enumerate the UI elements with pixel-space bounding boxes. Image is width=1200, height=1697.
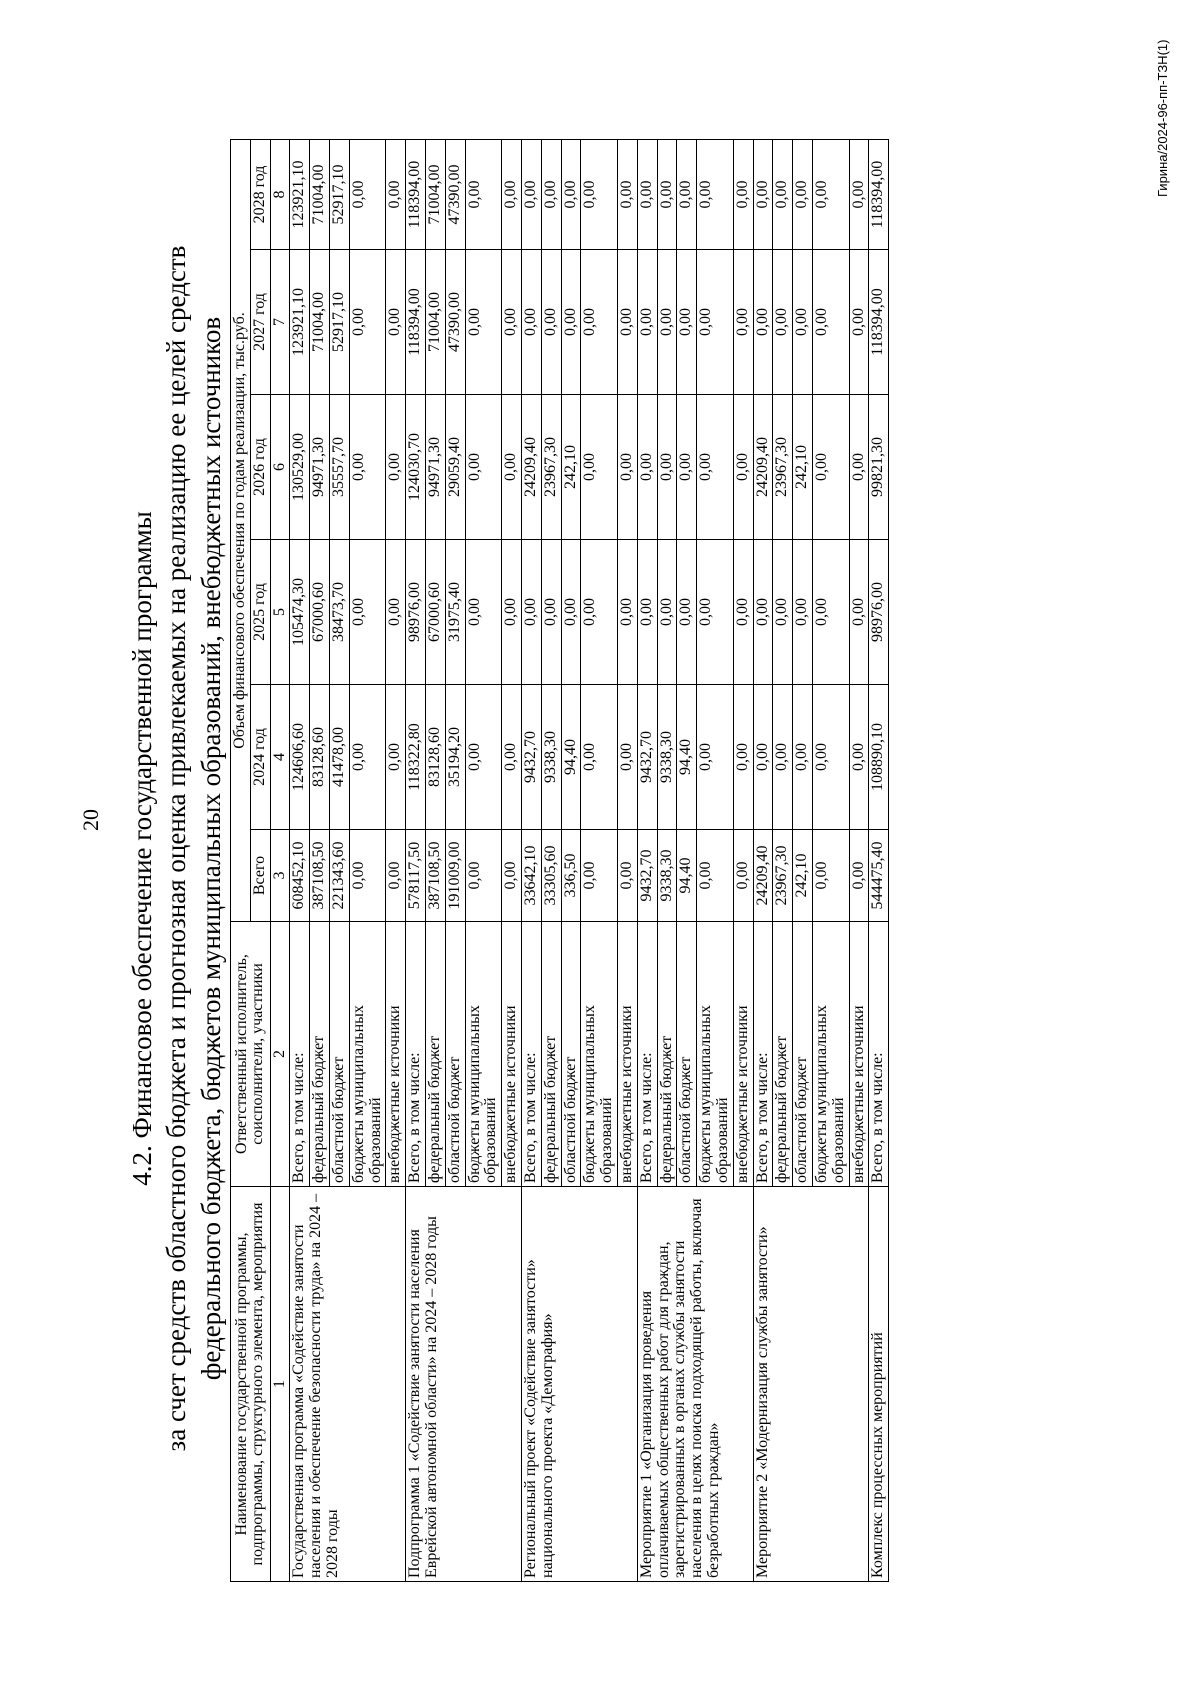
header-year-2026: 2026 год xyxy=(250,395,270,540)
funding-value-cell: 0,00 xyxy=(349,540,386,685)
funding-value-cell: 0,00 xyxy=(812,540,849,685)
funding-source-label: областной бюджет xyxy=(329,922,349,1187)
funding-value-cell: 118394,00 xyxy=(869,140,889,250)
funding-value-cell: 94971,30 xyxy=(310,395,330,540)
funding-value-cell: 47390,00 xyxy=(445,140,465,250)
funding-value-cell: 387108,50 xyxy=(310,830,330,922)
funding-value-cell: 0,00 xyxy=(753,685,773,830)
funding-source-label: Всего, в том числе: xyxy=(290,922,310,1187)
column-index: 5 xyxy=(270,540,290,685)
funding-value-cell: 0,00 xyxy=(677,540,697,685)
column-index: 1 xyxy=(270,1187,290,1582)
funding-source-label: Всего, в том числе: xyxy=(521,922,541,1187)
page-number: 20 xyxy=(78,809,103,831)
funding-value-cell: 0,00 xyxy=(637,140,657,250)
table-row xyxy=(869,140,889,1582)
funding-value-cell: 0,00 xyxy=(521,250,541,395)
column-index: 4 xyxy=(270,685,290,830)
table-row xyxy=(753,140,773,1582)
funding-value-cell: 118394,00 xyxy=(869,250,889,395)
table-row xyxy=(406,140,426,1582)
funding-value-cell: 123921,10 xyxy=(290,250,310,395)
table-body xyxy=(270,140,889,1582)
funding-value-cell: 0,00 xyxy=(657,140,677,250)
funding-value-cell: 24209,40 xyxy=(753,830,773,922)
funding-value-cell: 0,00 xyxy=(849,540,869,685)
funding-source-label: внебюджетные источники xyxy=(386,922,406,1187)
funding-value-cell: 0,00 xyxy=(812,395,849,540)
funding-source-label: федеральный бюджет xyxy=(541,922,561,1187)
funding-value-cell: 0,00 xyxy=(617,685,637,830)
funding-value-cell: 0,00 xyxy=(773,140,793,250)
funding-value-cell: 71004,00 xyxy=(425,140,445,250)
funding-value-cell: 0,00 xyxy=(657,540,677,685)
program-element-name: Государственная программа «Содействие занятости населения и обеспечение безопасности труда» на 2024 – 2028 годы xyxy=(290,1187,406,1582)
funding-value-cell: 0,00 xyxy=(637,250,657,395)
funding-value-cell: 118322,80 xyxy=(406,685,426,830)
funding-value-cell: 0,00 xyxy=(773,250,793,395)
funding-value-cell: 0,00 xyxy=(386,540,406,685)
funding-value-cell: 24209,40 xyxy=(753,395,773,540)
funding-value-cell: 0,00 xyxy=(581,685,618,830)
funding-value-cell: 0,00 xyxy=(733,395,753,540)
section-subtitle-line-2: федерального бюджета, бюджетов муниципальных образований, внебюджетных источников xyxy=(196,316,226,1381)
table-row xyxy=(637,140,657,1582)
table-row xyxy=(521,140,541,1582)
funding-value-cell: 0,00 xyxy=(733,540,753,685)
funding-value-cell: 0,00 xyxy=(733,140,753,250)
funding-source-label: федеральный бюджет xyxy=(657,922,677,1187)
funding-value-cell: 0,00 xyxy=(849,395,869,540)
funding-value-cell: 23967,30 xyxy=(773,830,793,922)
funding-value-cell: 9432,70 xyxy=(637,830,657,922)
funding-value-cell: 33305,60 xyxy=(541,830,561,922)
funding-value-cell: 0,00 xyxy=(753,540,773,685)
header-year-2027: 2027 год xyxy=(250,250,270,395)
program-element-name: Мероприятие 1 «Организация проведения оплачиваемых общественных работ для граждан, зарегистрированных в органах службы занятости населения в целях поиска подходящей работы, включая безработных граждан» xyxy=(637,1187,753,1582)
funding-value-cell: 0,00 xyxy=(697,250,734,395)
funding-value-cell: 123921,10 xyxy=(290,140,310,250)
funding-value-cell: 83128,60 xyxy=(310,685,330,830)
funding-source-label: Всего, в том числе: xyxy=(869,922,889,1187)
funding-source-label: бюджеты муниципальных образований xyxy=(697,922,734,1187)
funding-value-cell: 0,00 xyxy=(793,250,813,395)
funding-value-cell: 31975,40 xyxy=(445,540,465,685)
funding-value-cell: 0,00 xyxy=(386,250,406,395)
funding-value-cell: 9338,30 xyxy=(541,685,561,830)
column-index-row xyxy=(270,140,290,1582)
funding-value-cell: 0,00 xyxy=(386,830,406,922)
funding-value-cell: 0,00 xyxy=(697,540,734,685)
funding-value-cell: 108890,10 xyxy=(869,685,889,830)
funding-value-cell: 0,00 xyxy=(541,250,561,395)
funding-source-label: бюджеты муниципальных образований xyxy=(349,922,386,1187)
funding-value-cell: 0,00 xyxy=(812,140,849,250)
funding-value-cell: 544475,40 xyxy=(869,830,889,922)
funding-value-cell: 94,40 xyxy=(677,830,697,922)
funding-value-cell: 0,00 xyxy=(561,540,581,685)
funding-value-cell: 0,00 xyxy=(465,395,502,540)
funding-value-cell: 71004,00 xyxy=(310,250,330,395)
funding-value-cell: 0,00 xyxy=(637,395,657,540)
funding-value-cell: 0,00 xyxy=(697,685,734,830)
funding-value-cell: 0,00 xyxy=(657,250,677,395)
funding-value-cell: 0,00 xyxy=(561,250,581,395)
funding-value-cell: 52917,10 xyxy=(329,250,349,395)
funding-value-cell: 0,00 xyxy=(502,140,522,250)
funding-value-cell: 0,00 xyxy=(733,250,753,395)
funding-source-label: Всего, в том числе: xyxy=(637,922,657,1187)
funding-value-cell: 0,00 xyxy=(677,395,697,540)
funding-value-cell: 124030,70 xyxy=(406,395,426,540)
funding-value-cell: 0,00 xyxy=(502,540,522,685)
program-element-name: Подпрограмма 1 «Содействие занятости населения Еврейской автономной области» на 2024 – 2028 годы xyxy=(406,1187,522,1582)
funding-value-cell: 23967,30 xyxy=(541,395,561,540)
funding-value-cell: 0,00 xyxy=(581,395,618,540)
funding-source-label: внебюджетные источники xyxy=(733,922,753,1187)
funding-value-cell: 118394,00 xyxy=(406,250,426,395)
funding-value-cell: 0,00 xyxy=(812,685,849,830)
program-element-name: Комплекс процессных мероприятий xyxy=(869,1187,889,1582)
funding-value-cell: 0,00 xyxy=(733,685,753,830)
funding-value-cell: 242,10 xyxy=(793,830,813,922)
funding-source-label: областной бюджет xyxy=(793,922,813,1187)
column-index: 7 xyxy=(270,250,290,395)
funding-value-cell: 221343,60 xyxy=(329,830,349,922)
funding-value-cell: 9338,30 xyxy=(657,685,677,830)
funding-value-cell: 0,00 xyxy=(581,830,618,922)
table-row xyxy=(290,140,310,1582)
funding-value-cell: 0,00 xyxy=(849,830,869,922)
funding-value-cell: 67000,60 xyxy=(310,540,330,685)
funding-source-label: федеральный бюджет xyxy=(310,922,330,1187)
funding-source-label: внебюджетные источники xyxy=(617,922,637,1187)
funding-value-cell: 35557,70 xyxy=(329,395,349,540)
funding-value-cell: 0,00 xyxy=(849,140,869,250)
funding-value-cell: 0,00 xyxy=(697,830,734,922)
funding-value-cell: 0,00 xyxy=(502,395,522,540)
funding-value-cell: 578117,50 xyxy=(406,830,426,922)
funding-value-cell: 98976,00 xyxy=(869,540,889,685)
funding-value-cell: 0,00 xyxy=(502,685,522,830)
funding-value-cell: 336,50 xyxy=(561,830,581,922)
funding-value-cell: 52917,10 xyxy=(329,140,349,250)
funding-value-cell: 71004,00 xyxy=(425,250,445,395)
funding-value-cell: 0,00 xyxy=(386,140,406,250)
funding-value-cell: 0,00 xyxy=(849,685,869,830)
funding-value-cell: 0,00 xyxy=(581,540,618,685)
funding-source-label: областной бюджет xyxy=(677,922,697,1187)
funding-value-cell: 0,00 xyxy=(617,395,637,540)
funding-value-cell: 608452,10 xyxy=(290,830,310,922)
funding-value-cell: 0,00 xyxy=(386,395,406,540)
funding-value-cell: 23967,30 xyxy=(773,395,793,540)
funding-value-cell: 0,00 xyxy=(849,250,869,395)
funding-value-cell: 0,00 xyxy=(697,395,734,540)
funding-value-cell: 0,00 xyxy=(465,830,502,922)
column-index: 6 xyxy=(270,395,290,540)
funding-value-cell: 9432,70 xyxy=(521,685,541,830)
column-index: 2 xyxy=(270,922,290,1187)
funding-value-cell: 29059,40 xyxy=(445,395,465,540)
funding-value-cell: 0,00 xyxy=(502,250,522,395)
header-year-2028: 2028 год xyxy=(250,140,270,250)
funding-value-cell: 0,00 xyxy=(521,140,541,250)
funding-value-cell: 118394,00 xyxy=(406,140,426,250)
header-total: Всего xyxy=(250,830,270,922)
funding-value-cell: 0,00 xyxy=(657,395,677,540)
funding-value-cell: 0,00 xyxy=(541,140,561,250)
funding-value-cell: 0,00 xyxy=(617,540,637,685)
funding-value-cell: 94,40 xyxy=(561,685,581,830)
funding-value-cell: 9432,70 xyxy=(637,685,657,830)
funding-value-cell: 47390,00 xyxy=(445,250,465,395)
funding-value-cell: 0,00 xyxy=(541,540,561,685)
funding-value-cell: 0,00 xyxy=(793,540,813,685)
funding-source-label: внебюджетные источники xyxy=(502,922,522,1187)
funding-value-cell: 0,00 xyxy=(465,140,502,250)
funding-value-cell: 94,40 xyxy=(677,685,697,830)
funding-value-cell: 130529,00 xyxy=(290,395,310,540)
funding-value-cell: 0,00 xyxy=(617,140,637,250)
funding-value-cell: 0,00 xyxy=(812,250,849,395)
funding-source-label: федеральный бюджет xyxy=(425,922,445,1187)
funding-value-cell: 0,00 xyxy=(386,685,406,830)
funding-value-cell: 0,00 xyxy=(812,830,849,922)
funding-value-cell: 191009,00 xyxy=(445,830,465,922)
section-subtitle-line-1: за счет средств областного бюджета и прогнозная оценка привлекаемых на реализацию ее целей средств xyxy=(161,245,191,1452)
funding-value-cell: 105474,30 xyxy=(290,540,310,685)
funding-value-cell: 35194,20 xyxy=(445,685,465,830)
funding-source-label: внебюджетные источники xyxy=(849,922,869,1187)
funding-value-cell: 83128,60 xyxy=(425,685,445,830)
table-header-row xyxy=(231,140,251,1582)
funding-value-cell: 0,00 xyxy=(617,250,637,395)
funding-value-cell: 0,00 xyxy=(677,250,697,395)
funding-source-label: бюджеты муниципальных образований xyxy=(465,922,502,1187)
funding-value-cell: 124606,60 xyxy=(290,685,310,830)
funding-value-cell: 0,00 xyxy=(349,395,386,540)
funding-source-label: бюджеты муниципальных образований xyxy=(581,922,618,1187)
funding-source-label: Всего, в том числе: xyxy=(406,922,426,1187)
funding-value-cell: 0,00 xyxy=(677,140,697,250)
header-year-2025: 2025 год xyxy=(250,540,270,685)
funding-value-cell: 0,00 xyxy=(502,830,522,922)
funding-value-cell: 0,00 xyxy=(465,685,502,830)
funding-value-cell: 0,00 xyxy=(521,540,541,685)
header-program-name: Наименование государственной программы, подпрограммы, структурного элемента, мероприятия xyxy=(231,1187,271,1582)
program-element-name: Мероприятие 2 «Модернизация службы занятости» xyxy=(753,1187,869,1582)
header-funding-volume: Объем финансового обеспечения по годам реализации, тыс.руб. xyxy=(231,140,251,922)
funding-value-cell: 99821,30 xyxy=(869,395,889,540)
funding-value-cell: 0,00 xyxy=(753,140,773,250)
funding-value-cell: 0,00 xyxy=(617,830,637,922)
funding-value-cell: 0,00 xyxy=(465,540,502,685)
funding-value-cell: 98976,00 xyxy=(406,540,426,685)
funding-value-cell: 0,00 xyxy=(753,250,773,395)
funding-value-cell: 38473,70 xyxy=(329,540,349,685)
funding-value-cell: 0,00 xyxy=(349,685,386,830)
funding-value-cell: 0,00 xyxy=(793,685,813,830)
funding-value-cell: 0,00 xyxy=(465,250,502,395)
funding-value-cell: 0,00 xyxy=(581,250,618,395)
funding-source-label: Всего, в том числе: xyxy=(753,922,773,1187)
funding-value-cell: 387108,50 xyxy=(425,830,445,922)
funding-value-cell: 0,00 xyxy=(349,830,386,922)
financing-table xyxy=(230,139,889,1582)
funding-value-cell: 94971,30 xyxy=(425,395,445,540)
column-index: 8 xyxy=(270,140,290,250)
funding-value-cell: 24209,40 xyxy=(521,395,541,540)
funding-value-cell: 41478,00 xyxy=(329,685,349,830)
funding-value-cell: 242,10 xyxy=(561,395,581,540)
funding-value-cell: 0,00 xyxy=(773,540,793,685)
funding-value-cell: 0,00 xyxy=(561,140,581,250)
funding-source-label: областной бюджет xyxy=(561,922,581,1187)
funding-value-cell: 0,00 xyxy=(793,140,813,250)
funding-value-cell: 0,00 xyxy=(581,140,618,250)
header-year-2024: 2024 год xyxy=(250,685,270,830)
funding-value-cell: 33642,10 xyxy=(521,830,541,922)
funding-value-cell: 0,00 xyxy=(697,140,734,250)
funding-value-cell: 0,00 xyxy=(349,250,386,395)
funding-value-cell: 242,10 xyxy=(793,395,813,540)
section-title: 4.2. Финансовое обеспечение государственной программы xyxy=(127,511,157,1186)
funding-value-cell: 67000,60 xyxy=(425,540,445,685)
funding-value-cell: 9338,30 xyxy=(657,830,677,922)
funding-value-cell: 0,00 xyxy=(637,540,657,685)
program-element-name: Региональный проект «Содействие занятости» национального проекта «Демография» xyxy=(521,1187,637,1582)
funding-source-label: бюджеты муниципальных образований xyxy=(812,922,849,1187)
funding-source-label: федеральный бюджет xyxy=(773,922,793,1187)
funding-source-label: областной бюджет xyxy=(445,922,465,1187)
funding-value-cell: 0,00 xyxy=(773,685,793,830)
document-code: Гирина/2024-96-пп-ТЗН(1) xyxy=(1155,39,1170,197)
header-executor: Ответственный исполнитель, соисполнители, участники xyxy=(231,922,271,1187)
funding-value-cell: 71004,00 xyxy=(310,140,330,250)
column-index: 3 xyxy=(270,830,290,922)
funding-value-cell: 0,00 xyxy=(349,140,386,250)
funding-value-cell: 0,00 xyxy=(733,830,753,922)
